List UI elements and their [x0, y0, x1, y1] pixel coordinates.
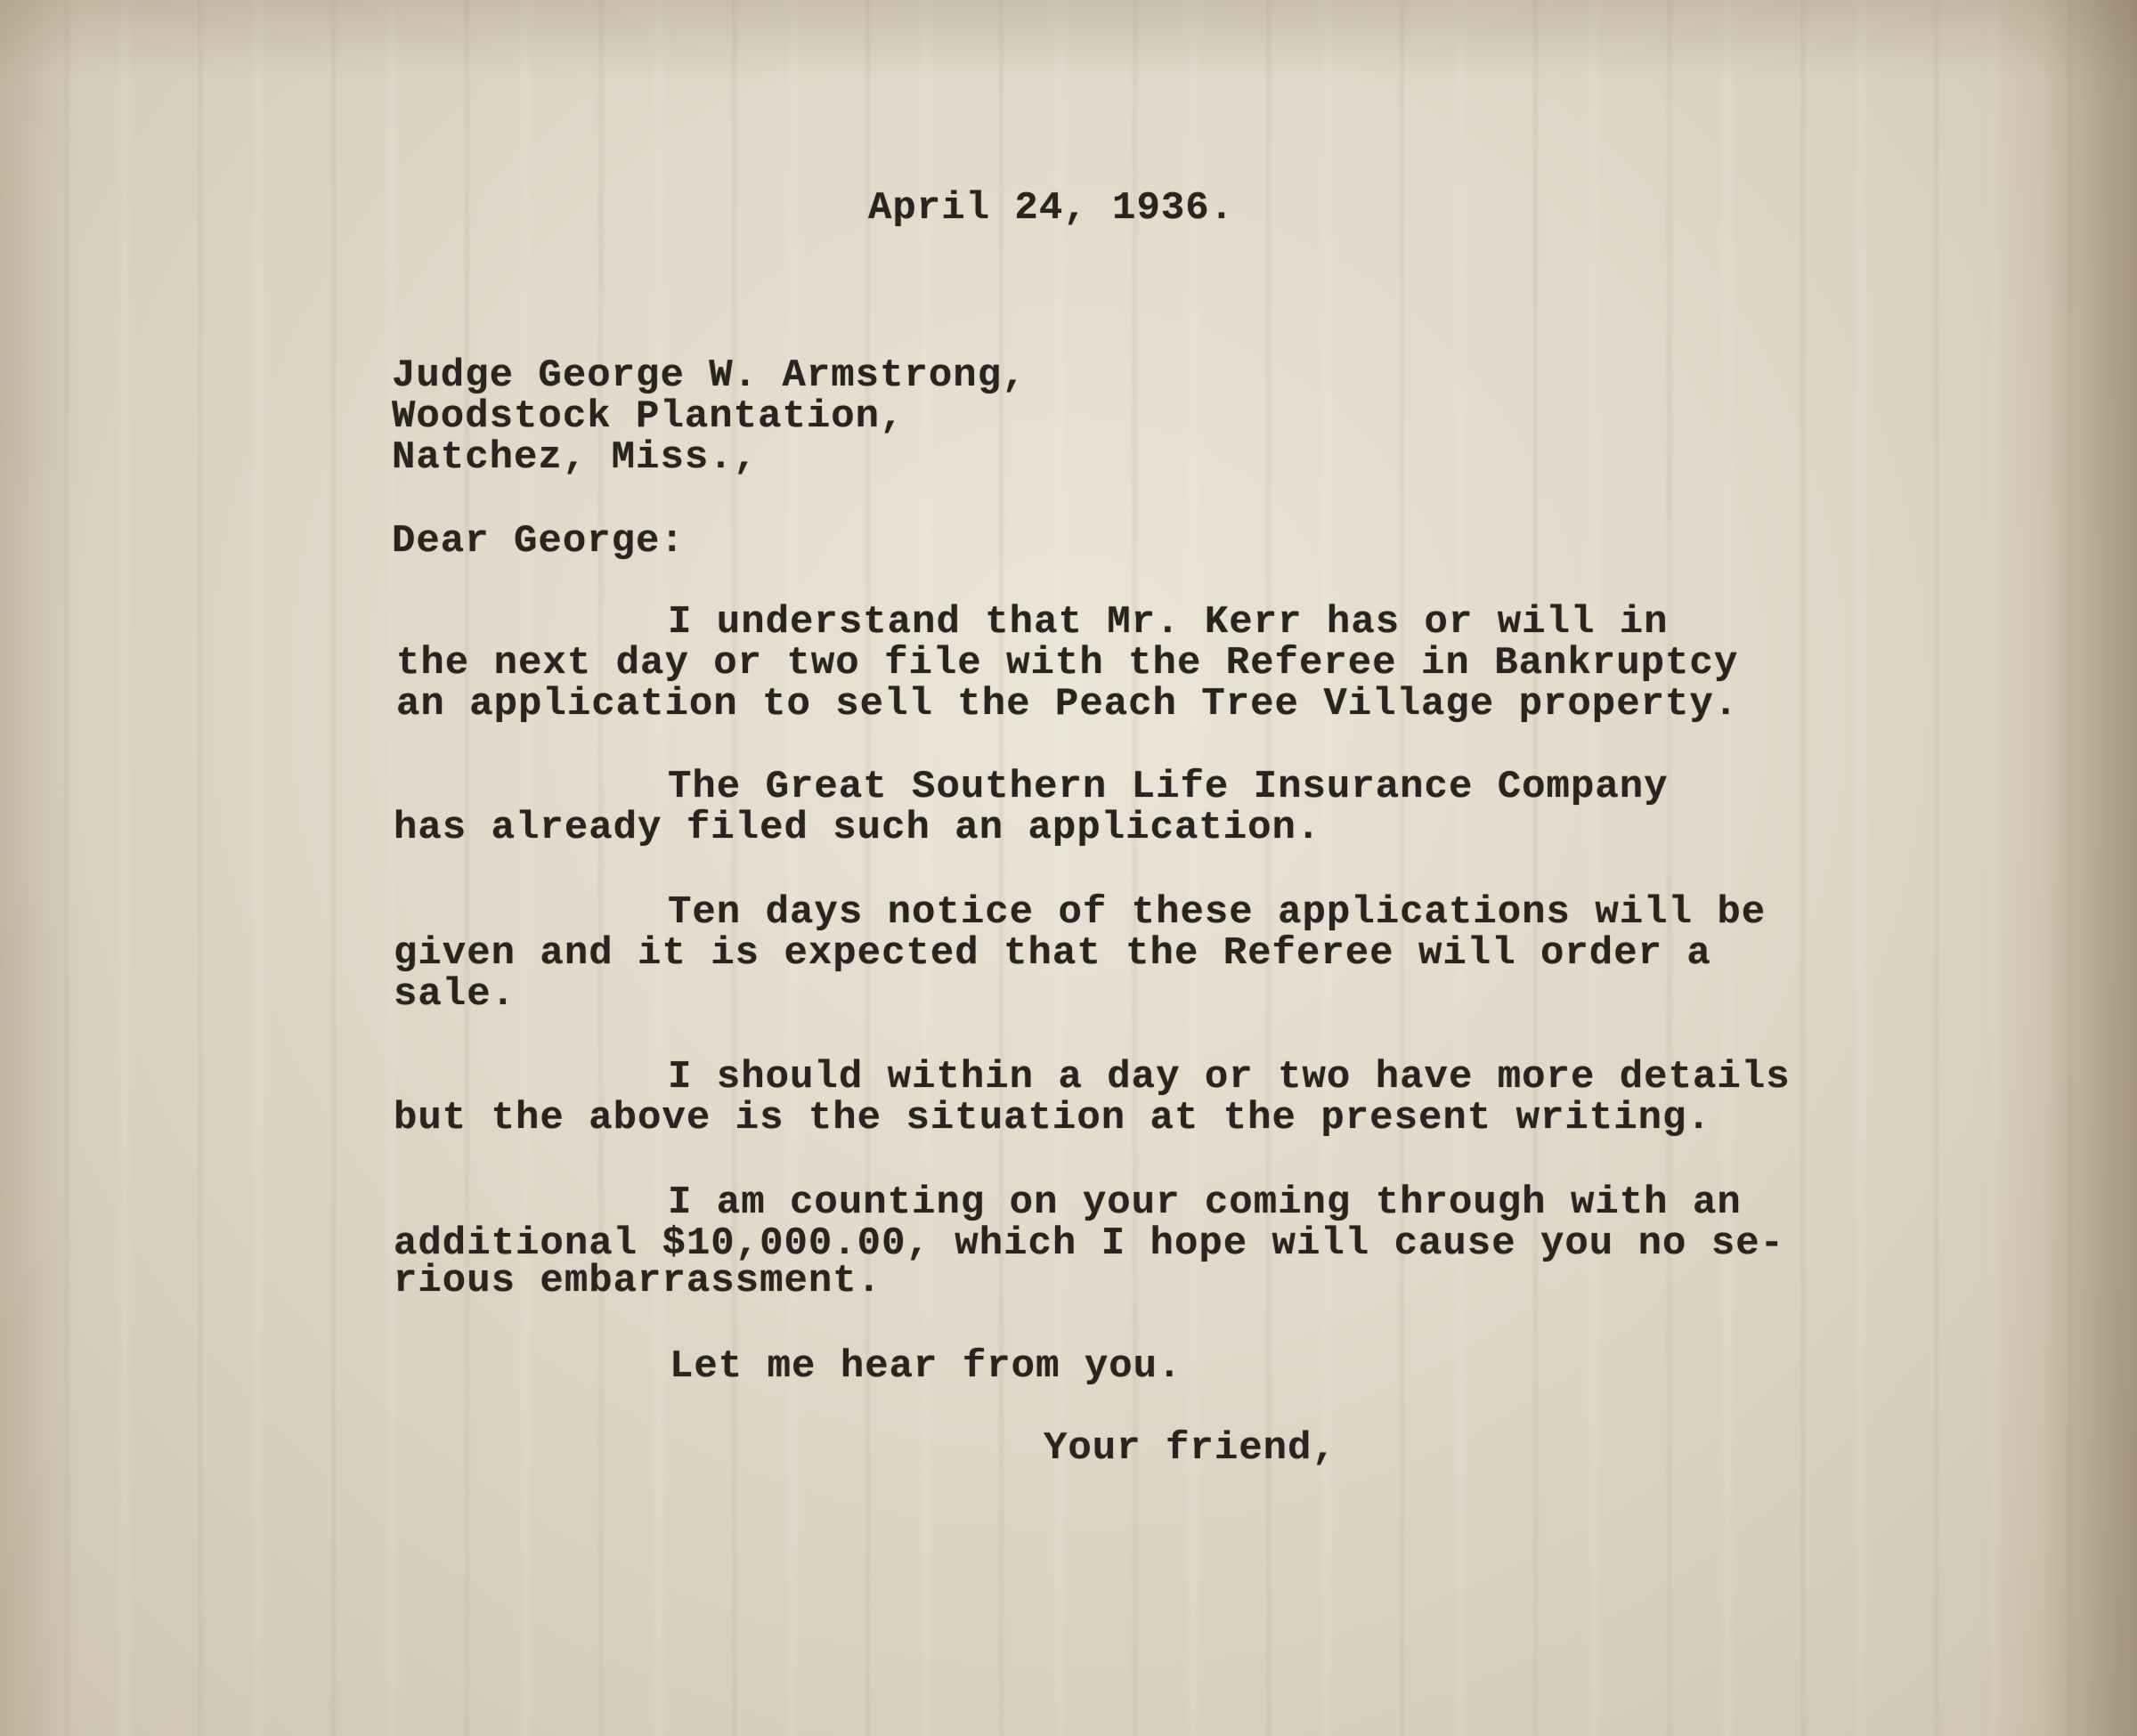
paragraph-line: the next day or two file with the Referee in Bankruptcy [396, 641, 1739, 685]
paragraph-line: I should within a day or two have more details [668, 1055, 1791, 1099]
paragraph-line: given and it is expected that the Referee will order a [394, 931, 1711, 976]
paragraph-line: sale. [394, 972, 516, 1017]
paragraph-line: Ten days notice of these applications will be [668, 890, 1767, 935]
paragraph-line: I am counting on your coming through with an [668, 1180, 1742, 1225]
closing: Your friend, [1044, 1426, 1337, 1471]
paragraph-line: I understand that Mr. Kerr has or will in [668, 600, 1669, 645]
address-line: Judge George W. Armstrong, [392, 353, 1027, 398]
letter-date: April 24, 1936. [868, 186, 1235, 231]
paragraph-line: The Great Southern Life Insurance Company [668, 765, 1669, 809]
salutation: Dear George: [392, 519, 685, 564]
paragraph-line: an application to sell the Peach Tree Village property. [396, 682, 1739, 726]
address-line: Natchez, Miss., [392, 435, 759, 480]
paragraph-line: has already filed such an application. [394, 806, 1321, 850]
paragraph-line: additional $10,000.00, which I hope will cause you no se- [394, 1221, 1785, 1266]
paragraph-line: Let me hear from you. [670, 1344, 1182, 1389]
paragraph-line: but the above is the situation at the present writing. [394, 1096, 1711, 1140]
paragraph-line: rious embarrassment. [394, 1259, 882, 1303]
address-line: Woodstock Plantation, [392, 394, 905, 439]
